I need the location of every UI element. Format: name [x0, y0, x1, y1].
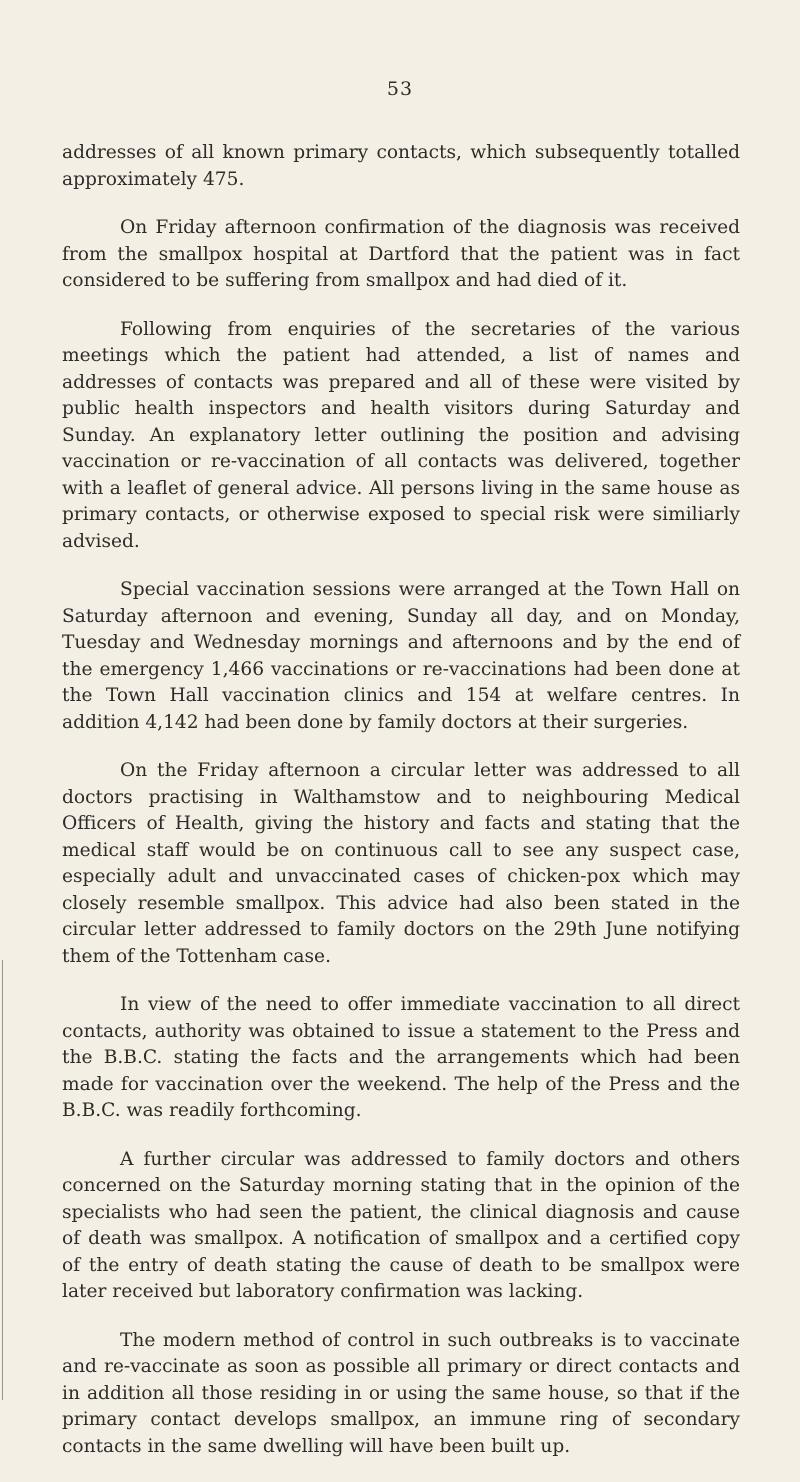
- paragraph-press-statement: In view of the need to offer immediate vaccination to all direct contacts, authority was obtained to issue a statement to the Press and the B.B.C. stating the facts and the arrangements which had been made for vaccination over the weekend. The help of the Press and the B.B.C. was readily forthcoming.: [62, 994, 740, 1121]
- page-number: 53: [386, 78, 414, 100]
- paragraph-contacts-total: addresses of all known primary contacts, which subsequently totalled approximately 475.: [62, 142, 740, 190]
- paragraph-vaccination-sessions: Special vaccination sessions were arranged at the Town Hall on Saturday afternoon and evening, Sunday all day, and on Monday, Tuesday and Wednesday mornings and afternoons and by the end of the emergency 1,466 vaccinations or re-vaccinations had been done at the Town Hall vaccination clinics and 154 at welfare centres. In addition 4,142 had been done by family doctors at their surgeries.: [62, 579, 740, 733]
- paragraph-circular-letter: On the Friday afternoon a circular letter was addressed to all doctors practising in Walthamstow and to neighbouring Medical Officers of Health, giving the history and facts and stating that the medical staff would be on continuous call to see any suspect case, especially adult and unvaccinated cases of chicken-pox which may closely resemble smallpox. This advice had also been stated in the circular letter addressed to family doctors on the 29th June notifying them of the Tottenham case.: [62, 760, 740, 967]
- scan-edge-line: [2, 960, 3, 1400]
- body-text: [62, 140, 740, 1482]
- paragraph-control-method: The modern method of control in such outbreaks is to vaccinate and re-vaccinate as soon as possible all primary or direct contacts and in addition all those residing in or using the same house, so that if the primary contact develops smallpox, an immune ring of secondary contacts in the same dwelling will have been built up.: [62, 1329, 740, 1457]
- paragraph-further-circular: A further circular was addressed to family doctors and others concerned on the Saturday morning stating that in the opinion of the specialists who had seen the patient, the clinical diagnosis and cause of death was smallpox. A notification of smallpox and a certified copy of the entry of death stating the cause of death to be smallpox were later received but laboratory confirmation was lacking.: [62, 1148, 740, 1302]
- paragraph-diagnosis-confirmation: On Friday afternoon confirmation of the diagnosis was received from the smallpox hospital at Dartford that the patient was in fact considered to be suffering from smallpox and had died of it.: [62, 217, 740, 291]
- paragraph-contact-tracing: Following from enquiries of the secretaries of the various meetings which the patient had attended, a list of names and addresses of contacts was prepared and all of these were visited by public health inspectors and health visitors during Saturday and Sunday. An explanatory letter outlining the position and advising vaccination or re-vaccination of all contacts was delivered, together with a leaflet of general advice. All persons living in the same house as primary contacts, or otherwise exposed to special risk were similiarly advised.: [62, 318, 740, 552]
